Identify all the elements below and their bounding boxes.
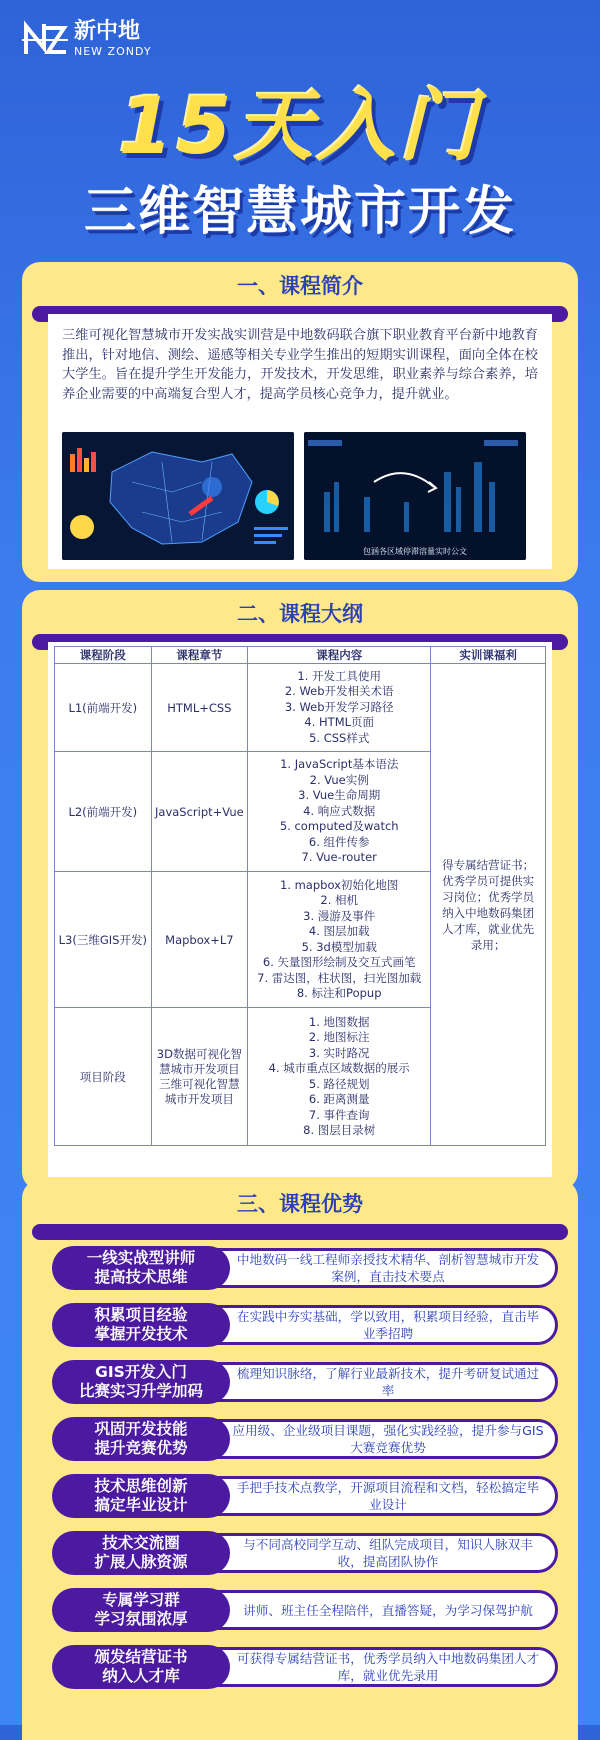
- content-item: 5. computed及watch: [279, 819, 399, 834]
- advantage-title: 技术思维创新: [94, 1477, 188, 1495]
- advantage-desc: 可获得专属结营证书，优秀学员纳入中地数码集团人才库，就业优先录用: [172, 1647, 558, 1687]
- advantage-desc: 梳理知识脉络，了解行业最新技术，提升考研复试通过率: [172, 1362, 558, 1402]
- advantage-desc: 中地数码一线工程师亲授技术精华、剖析智慧城市开发案例，直击技术要点: [172, 1248, 558, 1288]
- content-item: 4. HTML页面: [304, 715, 375, 730]
- header-benefit: 实训课福利: [431, 647, 546, 664]
- hero-title: 15天入门: [118, 82, 482, 172]
- stage-cell: 项目阶段: [55, 1008, 152, 1146]
- content-item: 3. Web开发学习路径: [284, 699, 394, 714]
- city-image-caption: 包涵各区域停滞溶量实时公文: [363, 547, 467, 556]
- intro-text: 三维可视化智慧城市开发实战实训营是中地数码联合旗下职业教育平台新中地教育推出，针对地信、测绘、遥感等相关专业学生推出的短期实训课程，面向全体在校大学生。旨在提升学生开发能力，开发技术，开发思维，职业素养与综合素养，培养企业需要的中高端复合型人才，提高学员核心竞争力，提升就业。: [62, 328, 538, 402]
- content-item: 2. 地图标注: [308, 1030, 370, 1044]
- advantage-subtitle: 纳入人才库: [102, 1667, 180, 1685]
- advantage-badge: [52, 1360, 230, 1404]
- content-item: 7. Vue-router: [301, 850, 377, 865]
- advantage-item: [52, 1531, 558, 1575]
- advantage-subtitle: 提升竞赛优势: [94, 1439, 188, 1457]
- advantage-item: [52, 1417, 558, 1461]
- intro-card: [48, 314, 552, 569]
- chapter-cell: JavaScript+Vue: [151, 752, 248, 872]
- content-item: 1. mapbox初始化地图: [279, 877, 399, 892]
- advantage-desc: 与不同高校同学互动、组队完成项目，知识人脉双丰收，提高团队协作: [172, 1533, 558, 1573]
- content-item: 1. 地图数据: [308, 1014, 370, 1029]
- advantage-subtitle: 掌握开发技术: [94, 1325, 188, 1343]
- advantage-title: 积累项目经验: [94, 1306, 188, 1324]
- content-item: 4. 响应式数据: [303, 803, 376, 818]
- map-dashboard-image: [62, 432, 294, 560]
- advantage-item: [52, 1588, 558, 1632]
- advantage-subtitle: 提高技术思维: [94, 1268, 188, 1286]
- advantage-item: [52, 1303, 558, 1347]
- advantage-title: 颁发结营证书: [94, 1648, 188, 1666]
- content-item: 2. Vue实例: [309, 772, 369, 787]
- content-item: 1. 开发工具使用: [297, 668, 382, 683]
- section-outline: [22, 590, 578, 1190]
- benefit-cell: 得专属结营证书；优秀学员可提供实习岗位；优秀学员纳入中地数码集团人才库，就业优先录用；: [431, 664, 546, 1146]
- hero-subtitle: 三维智慧城市开发: [83, 182, 516, 242]
- advantage-badge: [52, 1645, 230, 1689]
- advantage-title: 专属学习群: [102, 1591, 180, 1609]
- brand-name-cn: 新中地: [74, 19, 141, 44]
- table-row: [55, 664, 546, 752]
- content-item: 8. 图层目录树: [303, 1123, 376, 1137]
- advantage-item: [52, 1474, 558, 1518]
- advantage-title: GIS开发入门: [95, 1363, 187, 1381]
- advantage-subtitle: 学习氛围浓厚: [94, 1610, 188, 1628]
- content-item: 6. 组件传参: [308, 834, 370, 849]
- content-item: 5. CSS样式: [309, 730, 370, 745]
- header-content: 课程内容: [248, 647, 431, 664]
- table-header-row: [55, 647, 546, 664]
- content-cell: [248, 1008, 431, 1146]
- content-cell: [248, 664, 431, 752]
- advantage-title: 技术交流圈: [102, 1534, 180, 1552]
- advantage-badge: [52, 1588, 230, 1632]
- section-title-intro: 一、课程简介: [237, 274, 363, 298]
- chapter-cell: Mapbox+L7: [151, 872, 248, 1008]
- content-item: 8. 标注和Popup: [296, 986, 382, 1000]
- content-cell: [248, 872, 431, 1008]
- advantage-title: 巩固开发技能: [94, 1420, 188, 1438]
- content-item: 7. 雷达图，柱状图，扫光图加载: [257, 970, 422, 985]
- content-item: 7. 事件查询: [308, 1107, 370, 1122]
- section-intro: [22, 262, 578, 582]
- advantage-item: [52, 1246, 558, 1290]
- content-item: 3. Vue生命周期: [298, 788, 381, 803]
- content-item: 4. 图层加载: [308, 924, 370, 938]
- header-chapter: 课程章节: [151, 647, 248, 664]
- advantage-title: 一线实战型讲师: [86, 1249, 196, 1267]
- brand-logo: [22, 18, 152, 60]
- content-item: 3. 漫游及事件: [303, 908, 376, 923]
- chapter-cell: 3D数据可视化智慧城市开发项目三维可视化智慧城市开发项目: [151, 1008, 248, 1146]
- content-item: 4. 城市重点区域数据的展示: [268, 1061, 410, 1075]
- advantage-item: [52, 1360, 558, 1404]
- advantage-subtitle: 搞定毕业设计: [94, 1496, 188, 1514]
- advantage-item: [52, 1645, 558, 1689]
- curriculum-table: [54, 646, 546, 1146]
- content-item: 6. 矢量图形绘制及交互式画笔: [262, 955, 416, 969]
- advantage-desc: 应用级、企业级项目课题，强化实践经验，提升参与GIS大赛竞赛优势: [172, 1419, 558, 1459]
- stage-cell: L1(前端开发): [55, 664, 152, 752]
- advantage-desc: 讲师、班主任全程陪伴，直播答疑，为学习保驾护航: [172, 1590, 558, 1630]
- header-stage: 课程阶段: [55, 647, 152, 664]
- section-title-advantages: 三、课程优势: [237, 1192, 363, 1216]
- advantage-desc: 手把手技术点教学，开源项目流程和文档，轻松搞定毕业设计: [172, 1476, 558, 1516]
- section-advantages: [22, 1180, 578, 1740]
- content-item: 2. Web开发相关术语: [284, 684, 394, 699]
- section-bar: [32, 1224, 568, 1240]
- section-title-outline: 二、课程大纲: [237, 602, 363, 626]
- advantage-subtitle: 比赛实习升学加码: [78, 1382, 203, 1400]
- stage-cell: L3(三维GIS开发): [55, 872, 152, 1008]
- advantage-badge: [52, 1303, 230, 1347]
- content-item: 2. 相机: [320, 893, 359, 907]
- content-item: 1. JavaScript基本语法: [280, 757, 399, 772]
- outline-card: [48, 642, 552, 1177]
- advantage-badge: [52, 1246, 230, 1290]
- content-item: 3. 实时路况: [308, 1045, 370, 1060]
- nz-logo-icon: [22, 18, 68, 60]
- advantage-desc: 在实践中夯实基础，学以致用，积累项目经验，直击毕业季招聘: [172, 1305, 558, 1345]
- advantage-badge: [52, 1417, 230, 1461]
- brand-name-en: NEW ZONDY: [74, 45, 152, 58]
- advantage-badge: [52, 1474, 230, 1518]
- stage-cell: L2(前端开发): [55, 752, 152, 872]
- city-3d-image: [304, 432, 526, 560]
- content-item: 5. 路径规划: [308, 1076, 370, 1091]
- chapter-cell: HTML+CSS: [151, 664, 248, 752]
- content-cell: [248, 752, 431, 872]
- content-item: 6. 距离测量: [308, 1092, 370, 1106]
- advantage-subtitle: 扩展人脉资源: [94, 1553, 188, 1571]
- content-item: 5. 3d模型加载: [301, 939, 377, 954]
- advantage-badge: [52, 1531, 230, 1575]
